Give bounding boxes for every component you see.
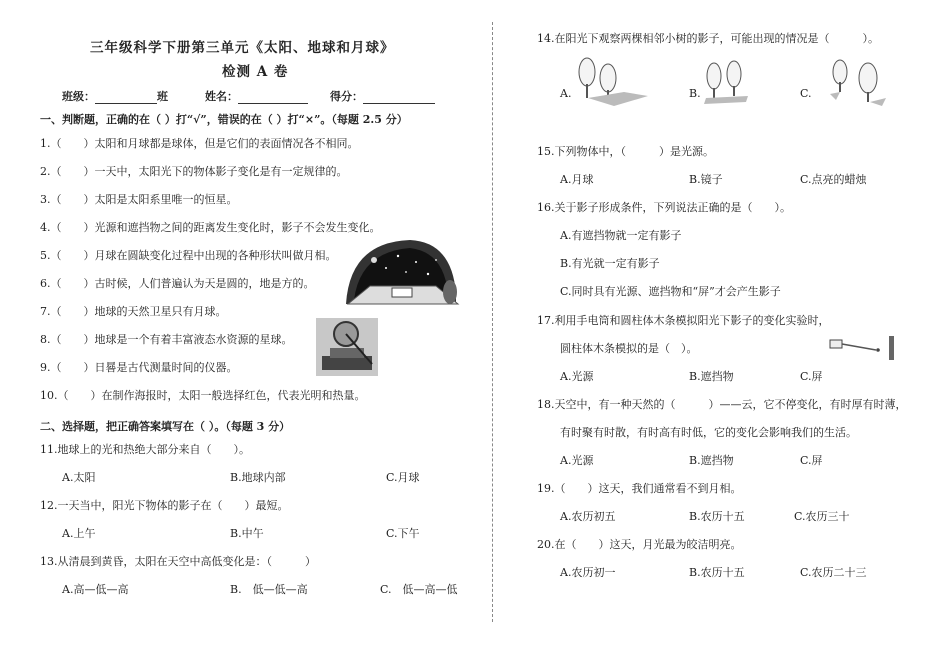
page-subtitle: 检测 A 卷 (222, 64, 289, 80)
q16-option-a[interactable]: A.有遮挡物就一定有影子 (560, 229, 682, 242)
q15-option-b[interactable]: B.镜子 (689, 173, 723, 186)
q19-option-a[interactable]: A.农历初五 (560, 510, 616, 523)
class-blank[interactable] (95, 91, 157, 104)
tf-item-5: 5.（ ）月球在圆缺变化过程中出现的各种形状叫做月相。 (40, 249, 337, 262)
q16-option-b[interactable]: B.有光就一定有影子 (560, 257, 660, 270)
tf-item-9: 9.（ ）日晷是古代测量时间的仪器。 (40, 361, 238, 374)
name-label: 姓名： (205, 90, 238, 103)
q20-option-a[interactable]: A.农历初一 (560, 566, 616, 579)
moon-phase-model-illustration (340, 234, 462, 310)
score-blank[interactable] (363, 91, 435, 104)
page-title: 三年级科学下册第三单元《太阳、地球和月球》 (90, 40, 395, 56)
q17-option-c[interactable]: C.屏 (800, 370, 823, 383)
q20-option-b[interactable]: B.农历十五 (689, 566, 745, 579)
q17-option-b[interactable]: B.遮挡物 (689, 370, 734, 383)
name-blank[interactable] (238, 91, 308, 104)
tf-item-1: 1.（ ）太阳和月球都是球体，但是它们的表面情况各不相同。 (40, 137, 359, 150)
q12-option-b[interactable]: B.中午 (230, 527, 264, 540)
q15-option-c[interactable]: C.点亮的蜡烛 (800, 173, 867, 186)
question-16: 16.关于影子形成条件，下列说法正确的是（ ）。 (537, 201, 791, 214)
question-11: 11.地球上的光和热绝大部分来自（ ）。 (40, 443, 250, 456)
sundial-illustration (316, 318, 378, 376)
question-17-line1: 17.利用手电筒和圆柱体木条模拟阳光下影子的变化实验时， (537, 314, 830, 327)
tf-item-4: 4.（ ）光源和遮挡物之间的距离发生变化时，影子不会发生变化。 (40, 221, 381, 234)
section2-title: 二、选择题，把正确答案填写在（ ）。（每题 3 分） (40, 420, 291, 433)
question-18-line2: 有时聚有时散，有时高有时低，它的变化会影响我们的生活。 (560, 426, 857, 439)
q14-option-c[interactable]: C. (800, 87, 812, 100)
question-15: 15.下列物体中，（ ）是光源。 (537, 145, 714, 158)
q13-option-a[interactable]: A.高—低—高 (62, 583, 129, 596)
q11-option-b[interactable]: B.地球内部 (230, 471, 286, 484)
q19-option-b[interactable]: B.农历十五 (689, 510, 745, 523)
q14-option-a[interactable]: A. (560, 87, 572, 100)
q20-option-c[interactable]: C.农历二十三 (800, 566, 867, 579)
q13-option-c[interactable]: C. 低—高—低 (380, 583, 458, 596)
tf-item-3: 3.（ ）太阳是太阳系里唯一的恒星。 (40, 193, 238, 206)
q18-option-b[interactable]: B.遮挡物 (689, 454, 734, 467)
question-20: 20.在（ ）这天，月光最为皎洁明亮。 (537, 538, 742, 551)
trees-shadow-b-illustration (700, 58, 750, 108)
q16-option-c[interactable]: C.同时具有光源、遮挡物和“屏”才会产生影子 (560, 285, 781, 298)
q15-option-a[interactable]: A.月球 (560, 173, 594, 186)
q11-option-a[interactable]: A.太阳 (62, 471, 96, 484)
q12-option-a[interactable]: A.上午 (62, 527, 96, 540)
trees-shadow-c-illustration (826, 58, 888, 108)
question-14: 14.在阳光下观察两棵相邻小树的影子，可能出现的情况是（ ）。 (537, 32, 879, 45)
question-12: 12.一天当中，阳光下物体的影子在（ ）最短。 (40, 499, 289, 512)
question-17-line2: 圆柱体木条模拟的是（ ）。 (560, 342, 698, 355)
tf-item-6: 6.（ ）古时候，人们普遍认为天是圆的，地是方的。 (40, 277, 315, 290)
tf-item-7: 7.（ ）地球的天然卫星只有月球。 (40, 305, 227, 318)
flashlight-stick-illustration (826, 334, 898, 362)
trees-shadow-a-illustration (574, 54, 650, 108)
question-19: 19.（ ）这天，我们通常看不到月相。 (537, 482, 742, 495)
class-suffix: 班 (157, 90, 168, 103)
q18-option-a[interactable]: A.光源 (560, 454, 594, 467)
name-field (205, 88, 308, 104)
q13-option-b[interactable]: B. 低—低—高 (230, 583, 308, 596)
score-field (330, 88, 435, 104)
column-divider (492, 22, 493, 622)
q14-option-b[interactable]: B. (689, 87, 701, 100)
q19-option-c[interactable]: C.农历三十 (794, 510, 850, 523)
tf-item-10: 10.（ ）在制作海报时，太阳一般选择红色，代表光明和热量。 (40, 389, 366, 402)
class-label: 班级： (62, 90, 95, 103)
q18-option-c[interactable]: C.屏 (800, 454, 823, 467)
tf-item-2: 2.（ ）一天中，太阳光下的物体影子变化是有一定规律的。 (40, 165, 348, 178)
q17-option-a[interactable]: A.光源 (560, 370, 594, 383)
q11-option-c[interactable]: C.月球 (386, 471, 420, 484)
score-label: 得分： (330, 90, 363, 103)
question-13: 13.从清晨到黄昏，太阳在天空中高低变化是：（ ） (40, 555, 316, 568)
question-18-line1: 18.天空中，有一种天然的（ ）——云，它不停变化，有时厚有时薄， (537, 398, 907, 411)
class-field (62, 88, 168, 104)
section1-title: 一、判断题，正确的在（ ）打“√”，错误的在（ ）打“×”。（每题 2.5 分） (40, 113, 408, 126)
tf-item-8: 8.（ ）地球是一个有着丰富液态水资源的星球。 (40, 333, 293, 346)
q12-option-c[interactable]: C.下午 (386, 527, 420, 540)
